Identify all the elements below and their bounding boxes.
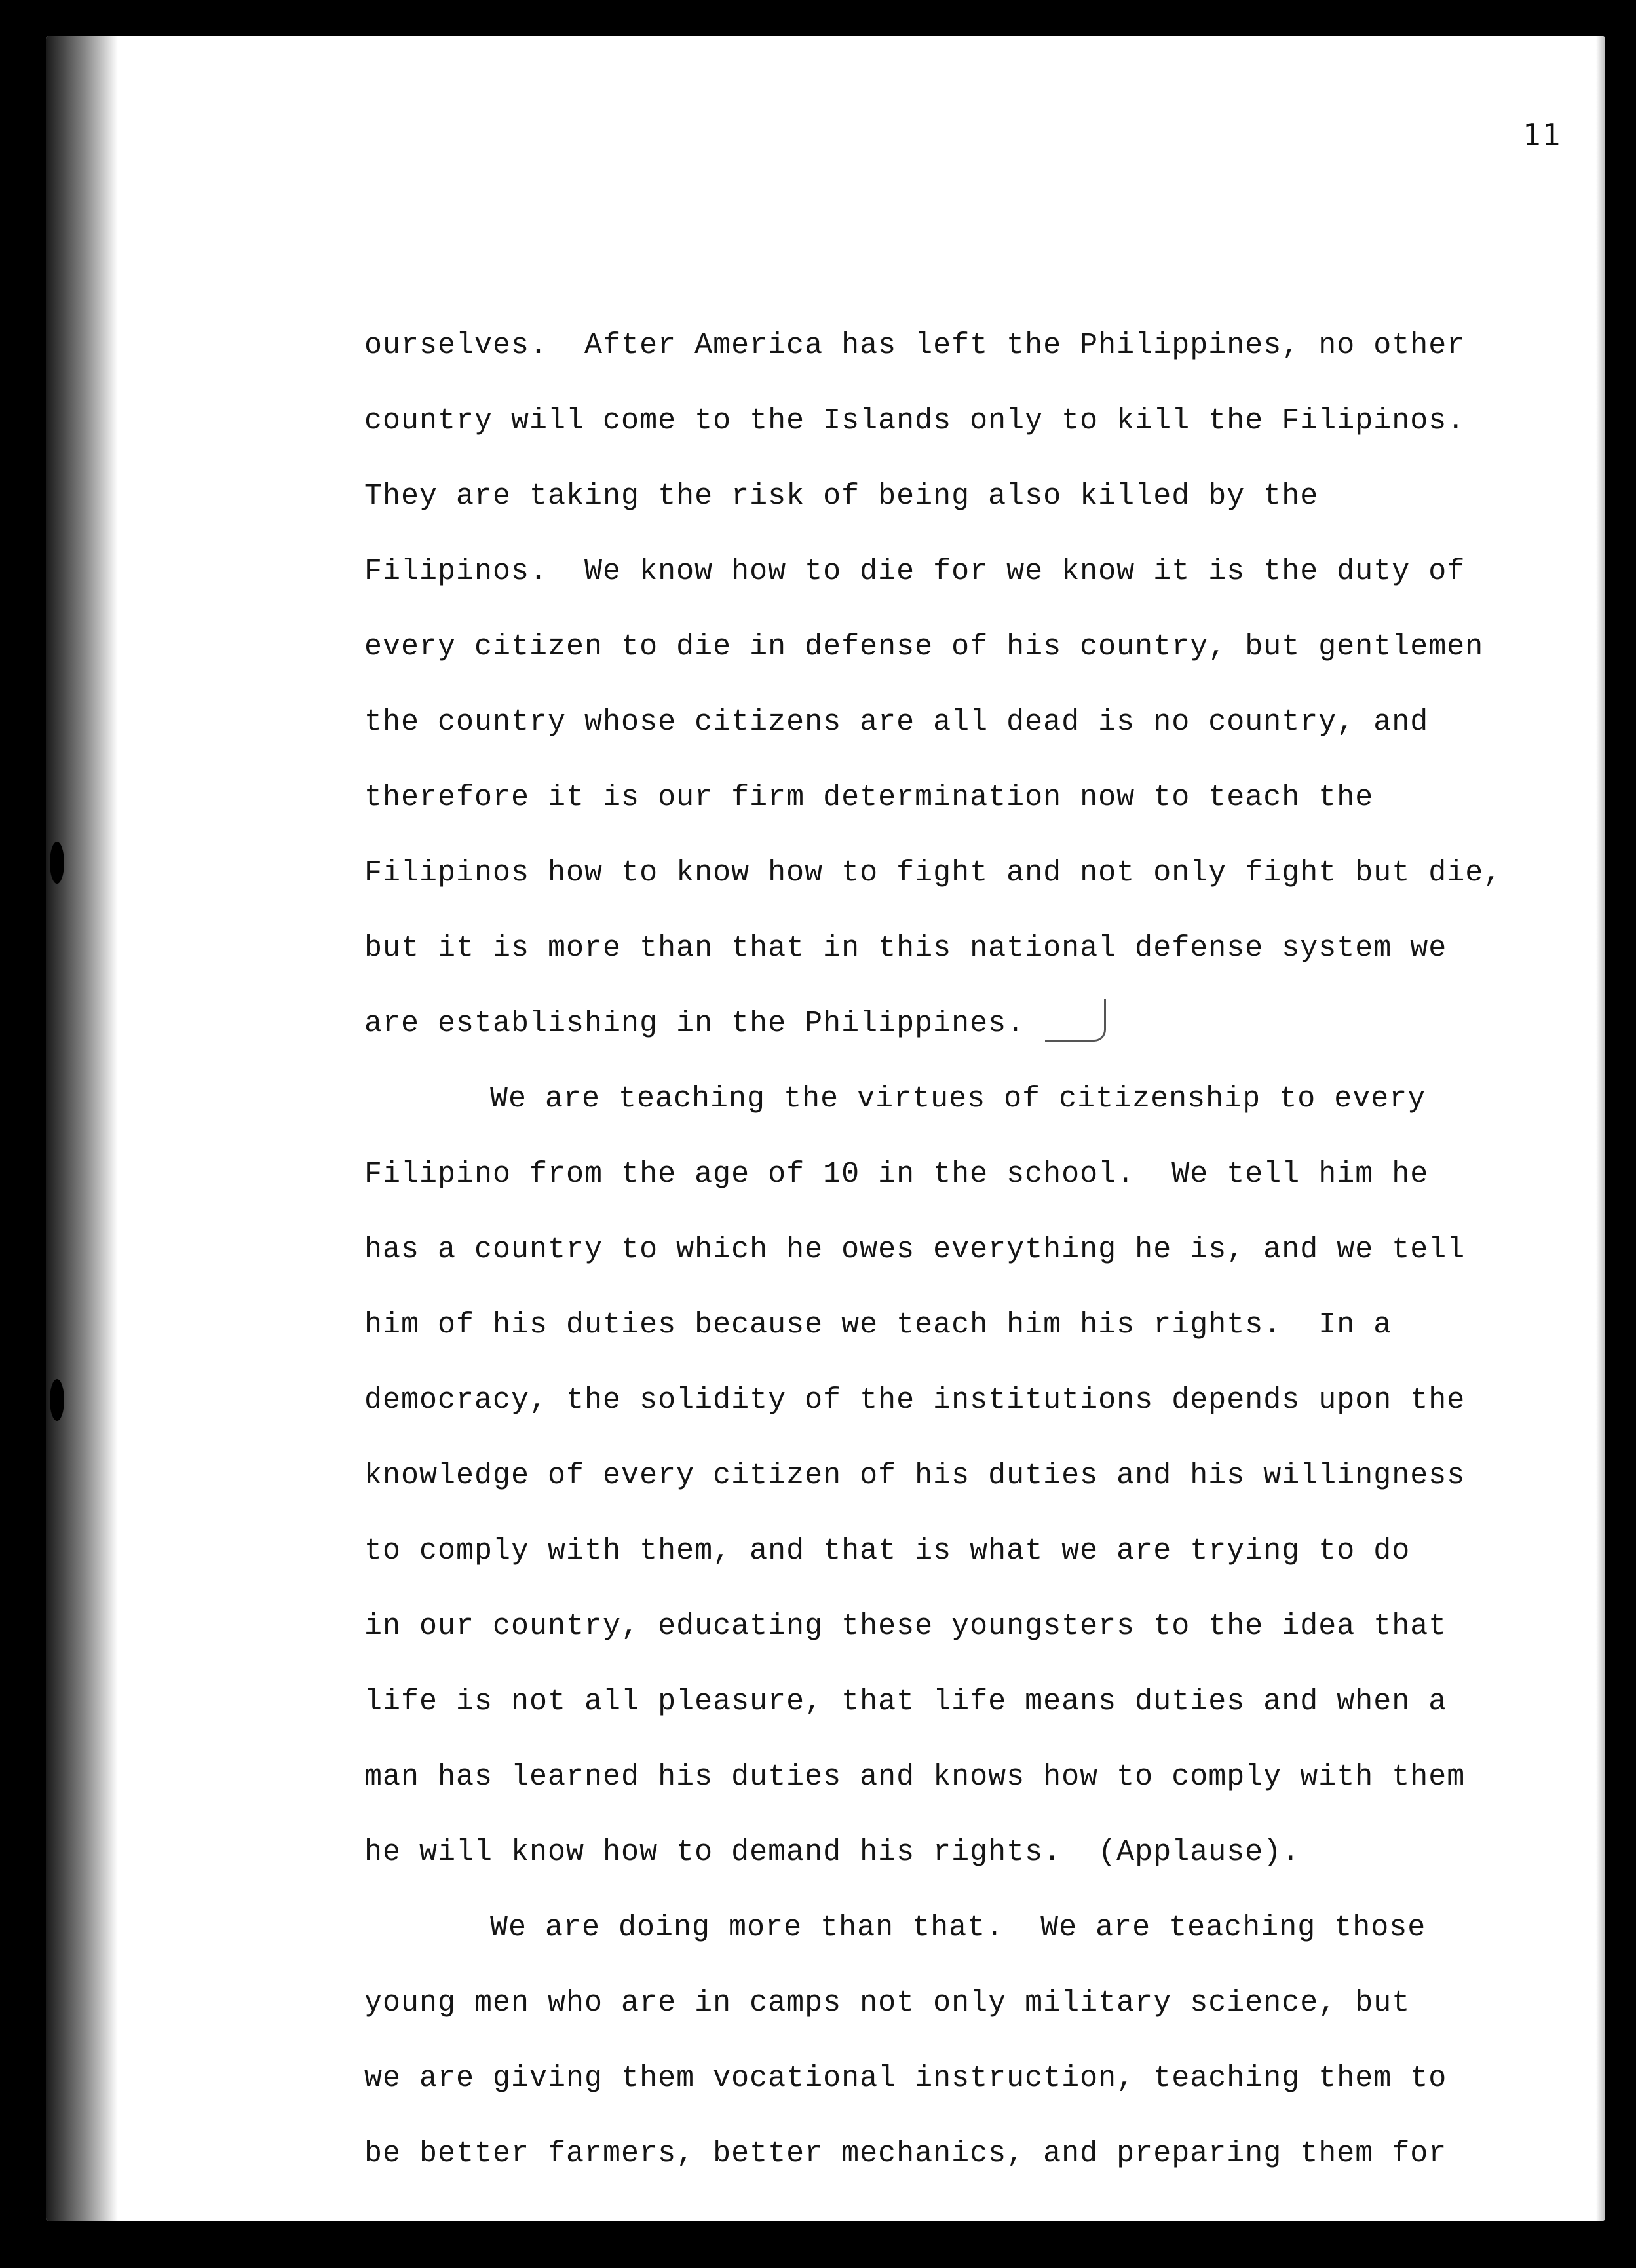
text-line: in our country, educating these youngsters to the idea that <box>364 1610 1447 1643</box>
text-line: Filipinos. We know how to die for we know it is the duty of <box>364 555 1466 588</box>
body-text <box>364 308 1605 2191</box>
text-line: to comply with them, and that is what we are trying to do <box>364 1534 1411 1568</box>
paragraph-first-line: We are teaching the virtues of citizenship to every <box>490 1082 1426 1116</box>
text-line: therefore it is our firm determination now to teach the <box>364 781 1374 814</box>
text-line: the country whose citizens are all dead is no country, and <box>364 706 1429 739</box>
text-line: life is not all pleasure, that life means duties and when a <box>364 1685 1447 1718</box>
text-line: are establishing in the Philippines. <box>364 1007 1025 1040</box>
text-line: Filipinos how to know how to fight and not only fight but die, <box>364 856 1502 890</box>
text-line: They are taking the risk of being also killed by the <box>364 480 1319 513</box>
text-line: has a country to which he owes everything he is, and we tell <box>364 1233 1466 1266</box>
binding-edge <box>46 36 118 2221</box>
text-line: man has learned his duties and knows how to comply with them <box>364 1760 1466 1794</box>
paragraph-first-line: We are doing more than that. We are teaching those <box>490 1911 1426 1944</box>
text-line: every citizen to die in defense of his country, but gentlemen <box>364 630 1484 664</box>
text-line: country will come to the Islands only to kill the Filipinos. <box>364 404 1466 438</box>
punch-hole <box>50 1379 64 1421</box>
text-line: we are giving them vocational instruction, teaching them to <box>364 2062 1447 2095</box>
typewritten-page <box>46 36 1605 2221</box>
text-line: knowledge of every citizen of his duties and his willingness <box>364 1459 1466 1492</box>
punch-hole <box>50 842 64 884</box>
text-line: be better farmers, better mechanics, and preparing them for <box>364 2137 1447 2170</box>
text-line: Filipino from the age of 10 in the school. We tell him he <box>364 1158 1429 1191</box>
text-line: he will know how to demand his rights. (Applause). <box>364 1836 1301 1869</box>
text-line: democracy, the solidity of the institutions depends upon the <box>364 1384 1466 1417</box>
page-number: 11 <box>1523 117 1562 153</box>
text-line: ourselves. After America has left the Philippines, no other <box>364 329 1466 362</box>
text-line: young men who are in camps not only military science, but <box>364 1986 1411 2020</box>
text-line: but it is more than that in this national defense system we <box>364 932 1447 965</box>
text-line: him of his duties because we teach him his rights. In a <box>364 1308 1392 1342</box>
